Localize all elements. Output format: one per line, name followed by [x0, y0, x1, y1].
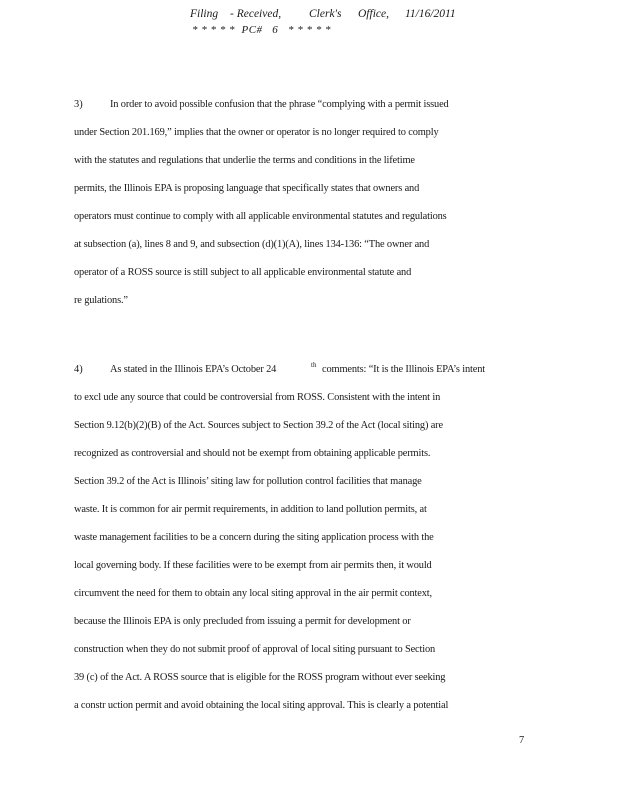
text-line: waste management facilities to be a concern during the siting application process with the: [74, 532, 434, 543]
pc-stamp: * * * * * PC# 6 * * * * *: [192, 24, 332, 36]
text-line: construction when they do not submit proof of approval of local siting pursuant to Section: [74, 644, 436, 655]
text-line: operator of a ROSS source is still subject to all applicable environmental statute and: [74, 267, 412, 278]
text-line: As stated in the Illinois EPA’s October 24: [110, 364, 277, 375]
header-received: - Received,: [230, 8, 282, 20]
text-line: to excl ude any source that could be controversial from ROSS. Consistent with the intent in: [74, 392, 441, 403]
text-line: waste. It is common for air permit requirements, in addition to land pollution permits, at: [74, 504, 427, 515]
text-line: comments: “It is the Illinois EPA’s intent: [322, 364, 486, 375]
text-line: recognized as controversial and should not be exempt from obtaining applicable permits.: [74, 448, 431, 459]
text-line: operators must continue to comply with all applicable environmental statutes and regulations: [74, 211, 447, 222]
text-line: because the Illinois EPA is only precluded from issuing a permit for development or: [74, 616, 411, 627]
filing-header: [0, 4, 618, 38]
text-line: permits, the Illinois EPA is proposing language that specifically states that owners and: [74, 183, 420, 194]
text-line: Section 39.2 of the Act is Illinois’ siting law for pollution control facilities that manage: [74, 476, 422, 487]
text-line: under Section 201.169,” implies that the owner or operator is no longer required to comply: [74, 127, 439, 138]
paragraph-number: 4): [74, 364, 83, 375]
header-clerks: Clerk's: [309, 8, 342, 20]
text-line: at subsection (a), lines 8 and 9, and subsection (d)(1)(A), lines 134-136: “The owner and: [74, 239, 430, 250]
text-line: 39 (c) of the Act. A ROSS source that is eligible for the ROSS program without ever seeking: [74, 672, 446, 683]
text-line: In order to avoid possible confusion that the phrase “complying with a permit issued: [110, 99, 449, 110]
header-date: 11/16/2011: [405, 8, 456, 20]
text-line: Section 9.12(b)(2)(B) of the Act. Sources subject to Section 39.2 of the Act (local siting) are: [74, 420, 443, 431]
paragraph-number: 3): [74, 99, 83, 110]
header-office: Office,: [358, 8, 389, 20]
superscript: th: [311, 361, 317, 369]
text-line: re gulations.”: [74, 295, 128, 306]
text-line: a constr uction permit and avoid obtaining the local siting approval. This is clearly a potential: [74, 700, 449, 711]
header-filing: Filing: [190, 8, 219, 20]
text-line: circumvent the need for them to obtain any local siting approval in the air permit context,: [74, 588, 432, 599]
text-line: local governing body. If these facilities were to be exempt from air permits then, it would: [74, 560, 432, 571]
page-number: 7: [519, 735, 525, 746]
text-line: with the statutes and regulations that underlie the terms and conditions in the lifetime: [74, 155, 415, 166]
